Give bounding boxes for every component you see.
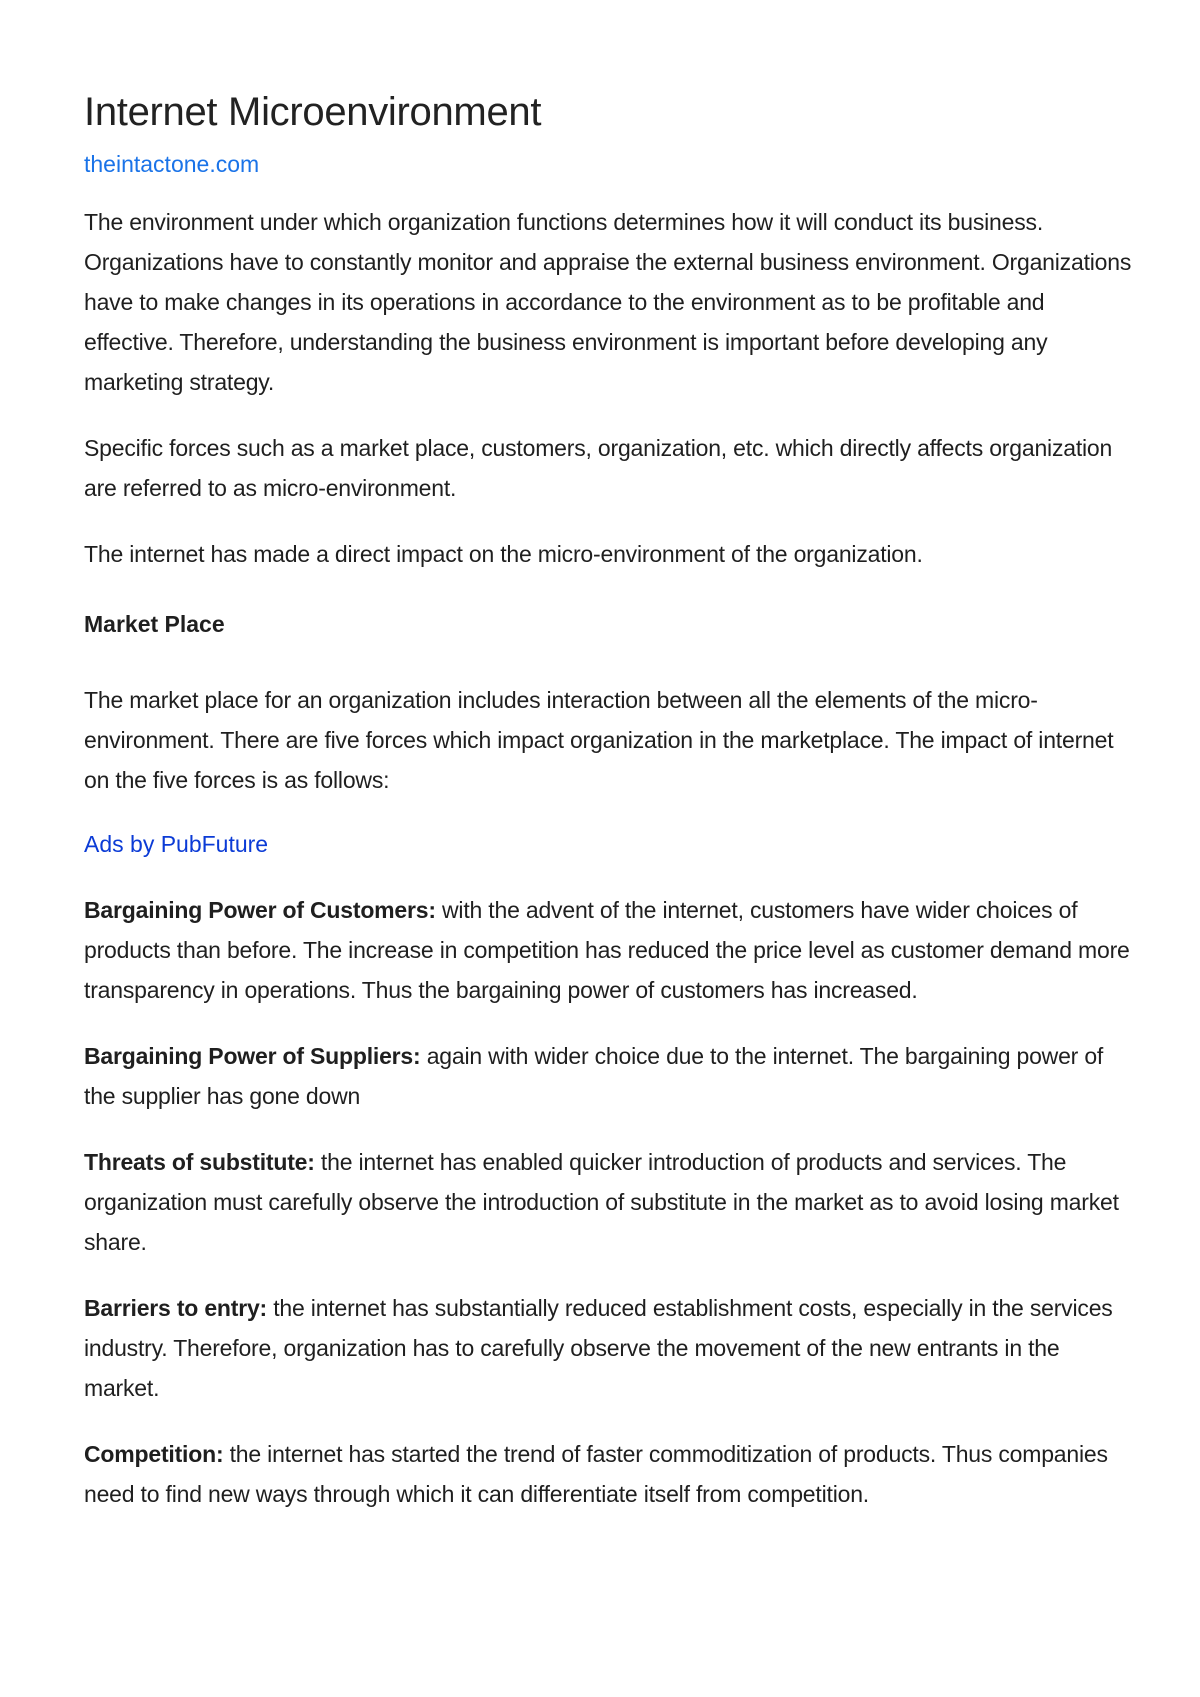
force-text: the internet has substantially reduced establishment costs, especially in the services industry. Therefore, organization has to carefully observe the movement of the new entrants in the market.: [84, 1295, 1113, 1401]
force-paragraph: [84, 1036, 1134, 1116]
force-text: the internet has started the trend of faster commoditization of products. Thus companies need to find new ways through which it can differentiate itself from competition.: [84, 1441, 1108, 1507]
page-title: Internet Microenvironment: [84, 90, 542, 134]
force-term: Bargaining Power of Customers:: [84, 897, 436, 923]
intro-paragraph: The internet has made a direct impact on the micro-environment of the organization.: [84, 541, 923, 567]
force-text: with the advent of the internet, customers have wider choices of products than before. The increase in competition has reduced the price level as customer demand more transparency in operations. Thus the bargaining power of customers has increased.: [84, 897, 1130, 1003]
force-paragraph: [84, 1288, 1134, 1408]
source-link[interactable]: theintactone.com: [84, 151, 260, 177]
force-paragraph: [84, 1142, 1134, 1262]
force-term: Competition:: [84, 1441, 224, 1467]
force-term: Threats of substitute:: [84, 1149, 315, 1175]
force-term: Barriers to entry:: [84, 1295, 268, 1321]
ads-link[interactable]: Ads by PubFuture: [84, 831, 269, 857]
force-paragraph: [84, 1434, 1134, 1514]
force-paragraph: [84, 890, 1134, 1010]
intro-paragraph: Specific forces such as a market place, customers, organization, etc. which directly affects organization are referred to as micro-environment.: [84, 435, 1113, 501]
force-term: Bargaining Power of Suppliers:: [84, 1043, 421, 1069]
force-text: the internet has enabled quicker introduction of products and services. The organization must carefully observe the introduction of substitute in the market as to avoid losing market share.: [84, 1149, 1119, 1255]
article: [84, 88, 1134, 1514]
section-heading: Market Place: [84, 611, 225, 637]
intro-paragraph: The environment under which organization functions determines how it will conduct its business. Organizations have to constantly monitor and appraise the external business environment. Organizations have to make changes in its operations in accordance to the environment as to be profitable and effective. Therefore, understanding the business environment is important before developing any marketing strategy.: [84, 209, 1132, 395]
section-intro-paragraph: The market place for an organization includes interaction between all the elements of the micro-environment. There are five forces which impact organization in the marketplace. The impact of internet on the five forces is as follows:: [84, 687, 1114, 793]
force-text: again with wider choice due to the internet. The bargaining power of the supplier has gone down: [84, 1043, 1104, 1109]
